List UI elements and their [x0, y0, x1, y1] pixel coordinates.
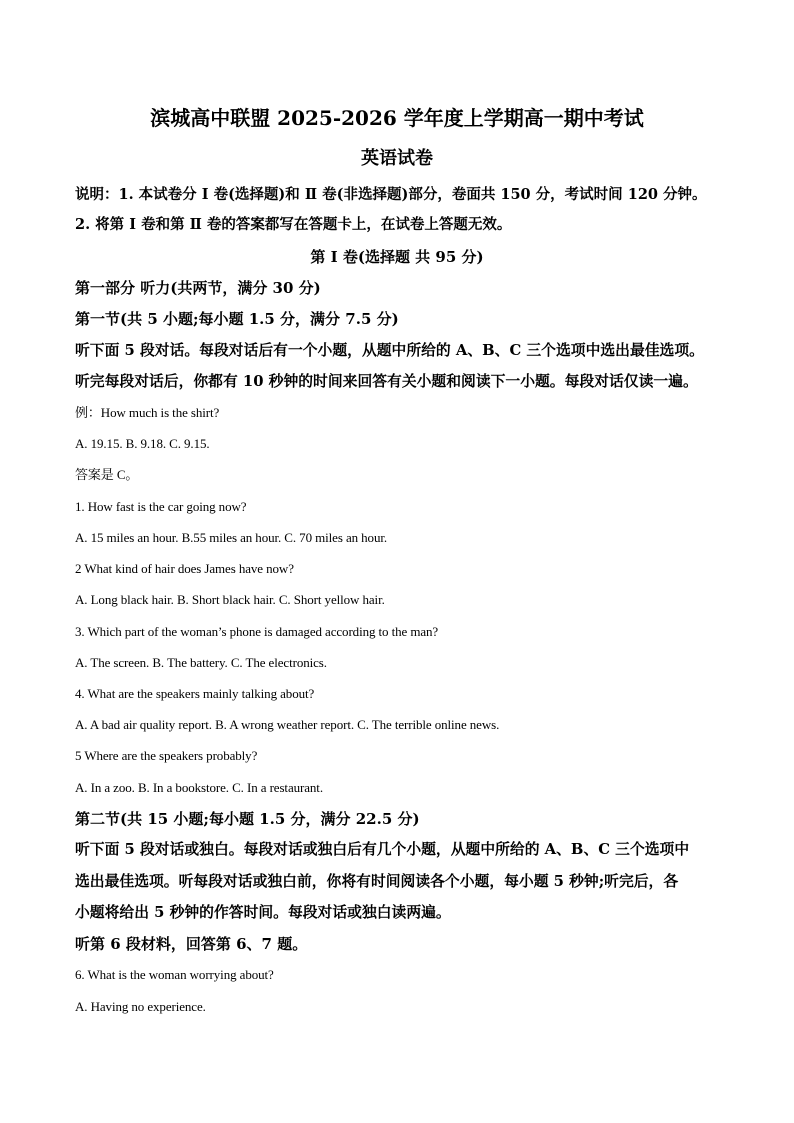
- question-2: 2 What kind of hair does James have now?: [75, 561, 294, 576]
- example-answer: 答案是 C。: [75, 467, 139, 482]
- section-2-directions-3: 小题将给出 5 秒钟的作答时间。每段对话或独白读两遍。: [75, 904, 451, 921]
- question-1: 1. How fast is the car going now?: [75, 499, 247, 514]
- section-2-heading: 第二节(共 15 小题;每小题 1.5 分，满分 22.5 分): [75, 810, 420, 828]
- instructions-line-2: 2. 将第 Ⅰ 卷和第 Ⅱ 卷的答案都写在答题卡上，在试卷上答题无效。: [75, 216, 512, 233]
- question-3-options: A. The screen. B. The battery. C. The electronics.: [75, 655, 327, 670]
- question-5: 5 Where are the speakers probably?: [75, 748, 258, 763]
- question-6-option-a: A. Having no experience.: [75, 999, 206, 1014]
- section-2-directions-1: 听下面 5 段对话或独白。每段对话或独白后有几个小题，从题中所给的 A、B、C 三个选项中: [75, 841, 690, 858]
- question-2-options: A. Long black hair. B. Short black hair. C. Short yellow hair.: [75, 592, 385, 607]
- instructions-line-1: 说明：1. 本试卷分 Ⅰ 卷(选择题)和 Ⅱ 卷(非选择题)部分，卷面共 150 分，考试时间 120 分钟。: [75, 186, 707, 203]
- material-6-heading: 听第 6 段材料，回答第 6、7 题。: [75, 935, 308, 953]
- question-4-options: A. A bad air quality report. B. A wrong weather report. C. The terrible online news.: [75, 717, 500, 732]
- section-1-directions-2: 听完每段对话后，你都有 10 秒钟的时间来回答有关小题和阅读下一小题。每段对话仅读一遍。: [75, 373, 698, 390]
- example-question: 例：How much is the shirt?: [75, 405, 220, 420]
- section-1-heading: 第一节(共 5 小题;每小题 1.5 分，满分 7.5 分): [75, 310, 399, 328]
- section-2-directions-2: 选出最佳选项。听每段对话或独白前，你将有时间阅读各个小题，每小题 5 秒钟;听完后，各: [75, 873, 679, 890]
- volume-1-heading: 第 Ⅰ 卷(选择题 共 95 分): [310, 248, 484, 266]
- exam-title: 滨城高中联盟 2025-2026 学年度上学期高一期中考试: [150, 106, 644, 130]
- question-1-options: A. 15 miles an hour. B.55 miles an hour. C. 70 miles an hour.: [75, 530, 388, 545]
- exam-subtitle: 英语试卷: [361, 148, 433, 169]
- question-4: 4. What are the speakers mainly talking about?: [75, 686, 315, 701]
- question-3: 3. Which part of the woman’s phone is damaged according to the man?: [75, 624, 439, 639]
- question-5-options: A. In a zoo. B. In a bookstore. C. In a restaurant.: [75, 780, 323, 795]
- example-options: A. 19.15. B. 9.18. C. 9.15.: [75, 436, 210, 451]
- section-1-directions-1: 听下面 5 段对话。每段对话后有一个小题，从题中所给的 A、B、C 三个选项中选出最佳选项。: [75, 342, 704, 359]
- question-6: 6. What is the woman worrying about?: [75, 967, 274, 982]
- part-1-heading: 第一部分 听力(共两节，满分 30 分): [75, 279, 321, 297]
